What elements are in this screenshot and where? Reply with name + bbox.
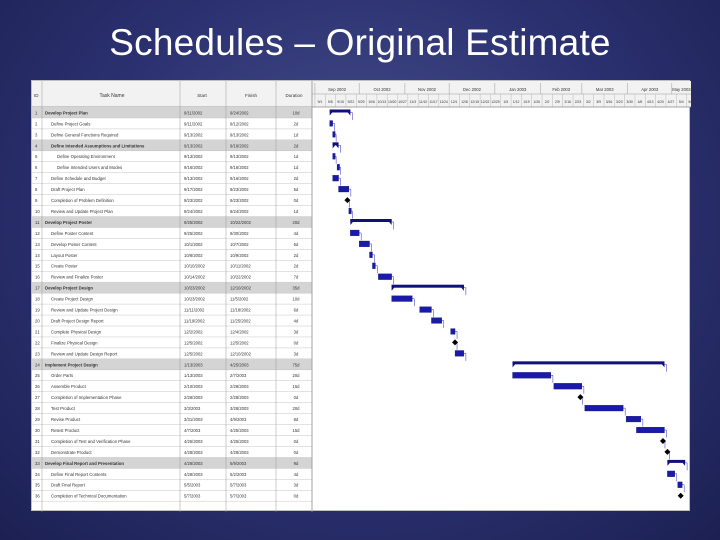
- task-name: Retest Product: [51, 427, 80, 433]
- task-start: 9/11/2002: [184, 110, 203, 116]
- timescale-week: 2/23: [574, 100, 582, 104]
- timescale-month: Dec 2002: [463, 87, 481, 92]
- task-id: 6: [35, 165, 38, 171]
- task-duration: 10d: [292, 296, 300, 302]
- timescale-week: 1/19: [523, 100, 530, 104]
- task-bar: [626, 416, 641, 422]
- task-bar: [349, 208, 352, 214]
- task-id: 7: [35, 176, 38, 182]
- task-bar: [455, 351, 464, 357]
- task-duration: 15d: [292, 427, 300, 433]
- task-bar: [350, 230, 359, 236]
- task-start: 3/31/2003: [184, 417, 203, 423]
- task-finish: 10/9/2002: [230, 252, 249, 258]
- task-id: 12: [35, 230, 40, 236]
- timescale-month: Sep 2002: [328, 87, 347, 92]
- task-id: 31: [35, 438, 40, 444]
- task-bar: [554, 383, 582, 389]
- task-name: Develop Poster Content: [51, 241, 97, 247]
- task-finish: 10/7/2002: [230, 241, 249, 247]
- task-finish: 4/28/2003: [230, 449, 249, 455]
- task-start: 4/28/2003: [184, 460, 203, 466]
- task-bar: [333, 153, 336, 159]
- dependency-link: [582, 386, 584, 393]
- task-finish: 12/10/2002: [230, 285, 251, 291]
- task-start: 4/25/2003: [184, 438, 203, 444]
- task-name: Define Intended Users and Modes: [57, 165, 123, 171]
- dependency-link: [333, 123, 335, 130]
- task-finish: 5/7/2003: [230, 493, 247, 499]
- task-name: Completion of Technical Documentation: [51, 493, 127, 499]
- timescale-week: 9/29: [357, 100, 365, 104]
- column-header-task: Task Name: [99, 93, 125, 99]
- task-bar: [636, 427, 664, 433]
- task-duration: 15d: [292, 384, 300, 390]
- task-name: Finalize Physical Design: [51, 340, 98, 346]
- timescale-week: 11/17: [429, 100, 438, 104]
- dependency-link: [464, 353, 466, 360]
- dependency-link: [664, 364, 666, 371]
- task-id: 25: [35, 373, 40, 379]
- task-duration: 7d: [293, 274, 299, 280]
- dependency-link: [370, 244, 372, 251]
- task-finish: 12/5/2002: [230, 340, 249, 346]
- timescale-week: 9/1: [317, 100, 323, 104]
- task-name: Create Poster: [51, 263, 78, 269]
- task-bar: [372, 263, 375, 269]
- dependency-link: [339, 178, 341, 185]
- timescale-week: 10/13: [377, 100, 387, 104]
- task-id: 14: [35, 252, 40, 258]
- task-name: Revise Product: [51, 417, 81, 423]
- task-duration: 1d: [293, 208, 299, 214]
- task-finish: 2/28/2003: [230, 384, 249, 390]
- task-duration: 5d: [293, 241, 299, 247]
- task-finish: 4/25/2003: [230, 427, 249, 433]
- task-id: 23: [35, 351, 40, 357]
- task-finish: 12/4/2002: [230, 329, 249, 335]
- task-start: 2/28/2003: [184, 395, 203, 401]
- task-name: Demonstrate Product: [51, 449, 92, 455]
- task-start: 1/13/2003: [184, 362, 203, 368]
- task-name: Develop Project Plan: [45, 110, 88, 116]
- task-id: 28: [35, 406, 40, 412]
- dependency-link: [372, 255, 374, 262]
- task-duration: 0d: [293, 395, 299, 401]
- task-start: 12/5/2002: [184, 351, 203, 357]
- task-name: Define Project Goals: [51, 121, 91, 127]
- timescale-week: 12/1: [450, 100, 458, 104]
- task-duration: 5d: [293, 187, 299, 193]
- task-name: Review and Update Project Plan: [51, 208, 113, 214]
- summary-bar: [513, 361, 665, 364]
- timescale-week: 3/23: [616, 100, 623, 104]
- task-name: Develop Project Poster: [45, 219, 93, 225]
- task-finish: 9/30/2002: [230, 230, 249, 236]
- timescale-month: Apr 2003: [641, 87, 659, 92]
- task-id: 24: [35, 362, 40, 368]
- task-name: Completion of Implementation Phase: [51, 395, 122, 401]
- task-name: Create Project Design: [51, 296, 94, 302]
- task-finish: 10/11/2002: [230, 263, 251, 269]
- timescale-month: Mar 2003: [595, 87, 614, 92]
- task-duration: 10d: [292, 110, 300, 116]
- task-name: Develop Final Report and Presentation: [45, 460, 125, 466]
- task-finish: 9/23/2002: [230, 198, 249, 204]
- task-id: 35: [35, 482, 40, 488]
- task-start: 9/23/2002: [184, 198, 203, 204]
- task-finish: 3/28/2003: [230, 406, 249, 412]
- task-start: 11/19/2002: [184, 318, 205, 324]
- task-name: Implement Project Design: [45, 362, 98, 368]
- timescale-week: 3/30: [626, 100, 633, 104]
- task-name: Define General Functions Required: [51, 132, 119, 138]
- task-name: Completion of Test and Verification Phase: [51, 438, 131, 444]
- timescale-month: Feb 2003: [552, 87, 571, 92]
- task-name: Review and Finalize Poster: [51, 274, 104, 280]
- timescale-week: 2/16: [564, 100, 572, 104]
- timescale-week: 4/6: [637, 100, 643, 104]
- task-start: 2/10/2003: [184, 384, 203, 390]
- task-bar: [378, 274, 391, 280]
- task-finish: 2/7/2003: [230, 373, 247, 379]
- task-bar: [678, 482, 682, 488]
- task-start: 9/16/2002: [184, 165, 203, 171]
- timescale-week: 12/15: [470, 100, 480, 104]
- dependency-link: [551, 375, 553, 382]
- task-id: 1: [35, 110, 38, 116]
- task-duration: 4d: [293, 318, 299, 324]
- task-duration: 20d: [292, 373, 300, 379]
- task-start: 10/14/2002: [184, 274, 205, 280]
- dependency-link: [442, 321, 444, 328]
- dependency-link: [392, 222, 394, 229]
- task-duration: 2d: [293, 121, 299, 127]
- slide-title: Schedules – Original Estimate: [109, 22, 611, 63]
- column-header-duration: Duration: [285, 93, 303, 98]
- timescale-week: 12/8: [461, 100, 468, 104]
- timescale-month: Oct 2002: [373, 87, 391, 92]
- task-bar: [333, 175, 339, 181]
- task-name: Define Operating Environment: [57, 154, 115, 160]
- task-id: 15: [35, 263, 40, 269]
- task-start: 10/1/2002: [184, 241, 203, 247]
- dependency-link: [464, 288, 466, 295]
- task-id: 34: [35, 471, 40, 477]
- task-bar: [337, 164, 340, 170]
- task-start: 4/7/2003: [184, 427, 201, 433]
- task-name: Develop Project Design: [45, 285, 93, 291]
- task-bar: [333, 132, 336, 138]
- summary-bar: [350, 219, 391, 222]
- timescale-week: 1/12: [512, 100, 520, 104]
- task-finish: 5/9/2003: [230, 460, 247, 466]
- task-id: 16: [35, 274, 40, 280]
- task-start: 9/24/2002: [184, 208, 203, 214]
- task-start: 9/13/2002: [184, 176, 203, 182]
- dependency-link: [375, 266, 377, 273]
- task-bar: [585, 405, 623, 411]
- task-start: 4/28/2003: [184, 471, 203, 477]
- task-id: 29: [35, 417, 40, 423]
- task-finish: 9/13/2002: [230, 132, 249, 138]
- task-name: Draft Project Design Report: [51, 318, 104, 324]
- dependency-link: [455, 331, 457, 338]
- task-duration: 1d: [293, 132, 299, 138]
- task-id: 36: [35, 493, 40, 499]
- task-name: Assemble Product: [51, 384, 86, 390]
- task-duration: 4d: [293, 230, 299, 236]
- task-id: 9: [35, 198, 38, 204]
- task-duration: 0d: [293, 198, 299, 204]
- task-start: 9/17/2002: [184, 187, 203, 193]
- dependency-link: [682, 485, 684, 492]
- task-finish: 11/18/2002: [230, 307, 251, 313]
- timescale-week: 4/20: [657, 100, 664, 104]
- task-duration: 3d: [293, 351, 299, 357]
- task-duration: 35d: [292, 285, 300, 291]
- task-id: 13: [35, 241, 40, 247]
- task-finish: 10/22/2002: [230, 274, 251, 280]
- task-name: Define Schedule and Budget: [51, 176, 106, 182]
- task-bar: [667, 471, 674, 477]
- column-header-finish: Finish: [244, 93, 258, 98]
- task-bar: [513, 372, 551, 378]
- task-id: 2: [35, 121, 38, 127]
- task-start: 3/3/2003: [184, 406, 201, 412]
- task-id: 22: [35, 340, 40, 346]
- task-id: 11: [35, 219, 40, 225]
- task-start: 10/10/2002: [184, 263, 205, 269]
- task-duration: 2d: [293, 143, 299, 149]
- dependency-link: [350, 112, 352, 119]
- task-finish: 9/24/2002: [230, 208, 249, 214]
- task-id: 33: [35, 460, 40, 466]
- task-name: Order Parts: [51, 373, 74, 379]
- task-duration: 8d: [293, 417, 299, 423]
- task-start: 9/25/2002: [184, 219, 203, 225]
- task-duration: 2d: [293, 176, 299, 182]
- task-id: 8: [35, 187, 38, 193]
- timescale-week: 10/6: [368, 100, 375, 104]
- task-name: Draft Project Plan: [51, 187, 85, 193]
- timescale-week: 4/27: [667, 100, 675, 104]
- gantt-canvas: [32, 81, 695, 512]
- gantt-chart: [31, 80, 695, 511]
- task-name: Completion of Problem Definition: [51, 198, 114, 204]
- task-name: Define Intended Assumptions and Limitations: [51, 143, 145, 149]
- task-start: 1/13/2003: [184, 373, 203, 379]
- column-header-start: Start: [197, 93, 207, 98]
- task-finish: 9/24/2002: [230, 110, 249, 116]
- timescale-week: 9/8: [327, 100, 333, 104]
- task-id: 32: [35, 449, 40, 455]
- task-finish: 5/7/2003: [230, 482, 247, 488]
- task-id: 17: [35, 285, 40, 291]
- timescale-month: Nov 2002: [418, 87, 436, 92]
- dependency-link: [664, 430, 666, 437]
- timescale-week: 5/4: [678, 100, 684, 104]
- task-duration: 0d: [293, 449, 299, 455]
- task-bar: [420, 307, 432, 313]
- timescale-week: 9/22: [347, 100, 355, 104]
- task-finish: 9/16/2002: [230, 176, 249, 182]
- task-start: 12/5/2002: [184, 340, 203, 346]
- task-finish: 9/13/2002: [230, 154, 249, 160]
- task-bar: [339, 186, 349, 192]
- task-bar: [370, 252, 373, 258]
- timescale-week: 3/9: [596, 100, 602, 104]
- task-duration: 1d: [293, 154, 299, 160]
- task-name: Layout Poster: [51, 252, 78, 258]
- task-start: 9/13/2002: [184, 154, 203, 160]
- task-duration: 1d: [293, 165, 299, 171]
- task-bar: [359, 241, 369, 247]
- dependency-link: [349, 189, 351, 196]
- task-finish: 11/5/2002: [230, 296, 249, 302]
- task-start: 9/25/2002: [184, 230, 203, 236]
- timescale-month: May 2003: [672, 87, 691, 92]
- task-duration: 2d: [293, 263, 299, 269]
- task-duration: 20d: [292, 219, 300, 225]
- task-start: 9/13/2002: [184, 143, 203, 149]
- task-name: Define Poster Content: [51, 230, 94, 236]
- timescale-week: 9/15: [337, 100, 344, 104]
- dependency-link: [339, 145, 341, 152]
- task-duration: 0d: [293, 340, 299, 346]
- timescale-week: 11/3: [409, 100, 417, 104]
- task-name: Define Final Report Contents: [51, 471, 107, 477]
- dependency-link: [623, 408, 625, 415]
- summary-bar: [667, 460, 685, 463]
- task-finish: 4/25/2003: [230, 362, 249, 368]
- task-finish: 2/28/2003: [230, 395, 249, 401]
- task-start: 10/23/2002: [184, 285, 205, 291]
- task-id: 21: [35, 329, 40, 335]
- task-id: 4: [35, 143, 38, 149]
- timescale-week: 12/22: [480, 100, 490, 104]
- timescale-week: 12/29: [491, 100, 500, 104]
- timescale-week: 2/2: [544, 100, 550, 104]
- timescale-month: Jan 2003: [509, 87, 527, 92]
- task-duration: 0d: [293, 438, 299, 444]
- task-finish: 5/2/2003: [230, 471, 247, 477]
- timescale-week: 10/27: [398, 100, 407, 104]
- task-start: 12/2/2002: [184, 329, 203, 335]
- task-name: Test Product: [51, 406, 75, 412]
- timescale-week: 1/5: [503, 100, 509, 104]
- milestone-marker: [678, 493, 684, 499]
- dependency-link: [685, 463, 687, 470]
- dependency-link: [431, 310, 433, 317]
- task-finish: 4/25/2003: [230, 438, 249, 444]
- timescale-week: 3/2: [585, 100, 591, 104]
- timescale-week: 2/9: [555, 100, 560, 104]
- task-id: 26: [35, 384, 40, 390]
- task-id: 18: [35, 296, 40, 302]
- task-finish: 12/10/2002: [230, 351, 251, 357]
- task-finish: 9/16/2002: [230, 143, 249, 149]
- task-duration: 4d: [293, 471, 299, 477]
- task-id: 27: [35, 395, 40, 401]
- task-finish: 9/23/2002: [230, 187, 249, 193]
- timescale-week: 5/11: [688, 100, 695, 104]
- task-bar: [330, 121, 333, 127]
- task-start: 4/28/2003: [184, 449, 203, 455]
- task-finish: 11/25/2002: [230, 318, 251, 324]
- task-duration: 20d: [292, 406, 300, 412]
- summary-bar: [330, 110, 351, 113]
- task-id: 20: [35, 318, 40, 324]
- task-id: 3: [35, 132, 38, 138]
- task-id: 19: [35, 307, 40, 313]
- task-start: 5/5/2003: [184, 482, 201, 488]
- task-start: 10/23/2002: [184, 296, 205, 302]
- task-id: 10: [35, 208, 40, 214]
- task-id: 30: [35, 427, 40, 433]
- dependency-link: [392, 277, 394, 284]
- task-finish: 9/16/2002: [230, 165, 249, 171]
- task-finish: 10/22/2002: [230, 219, 251, 225]
- task-duration: 75d: [292, 362, 300, 368]
- task-start: 9/13/2002: [184, 132, 203, 138]
- task-duration: 9d: [293, 460, 299, 466]
- task-name: Complete Physical Design: [51, 329, 102, 335]
- timescale-week: 4/13: [646, 100, 654, 104]
- timescale-week: 11/10: [419, 100, 428, 104]
- task-finish: 9/12/2002: [230, 121, 249, 127]
- timescale-week: 11/24: [439, 100, 448, 104]
- task-bar: [451, 329, 455, 335]
- task-start: 10/8/2002: [184, 252, 203, 258]
- task-finish: 4/9/2003: [230, 417, 247, 423]
- timescale-week: 3/16: [605, 100, 613, 104]
- task-start: 5/7/2003: [184, 493, 201, 499]
- timescale-week: 10/20: [387, 100, 397, 104]
- task-duration: 2d: [293, 252, 299, 258]
- task-id: 5: [35, 154, 38, 160]
- task-duration: 3d: [293, 329, 299, 335]
- task-name: Review and Update Design Report: [51, 351, 118, 357]
- task-duration: 6d: [293, 307, 299, 313]
- dependency-link: [412, 299, 414, 306]
- dependency-link: [641, 419, 643, 426]
- task-bar: [392, 296, 413, 302]
- dependency-link: [359, 233, 361, 240]
- task-bar: [431, 318, 441, 324]
- task-start: 11/11/2002: [184, 307, 205, 313]
- task-name: Draft Final Report: [51, 482, 85, 488]
- task-duration: 3d: [293, 482, 299, 488]
- column-header-id: ID: [34, 93, 39, 98]
- task-name: Review and Update Project Design: [51, 307, 118, 313]
- summary-bar: [392, 285, 464, 288]
- timescale-week: 1/26: [533, 100, 541, 104]
- task-duration: 0d: [293, 493, 299, 499]
- dependency-link: [675, 474, 677, 481]
- task-start: 9/11/2002: [184, 121, 203, 127]
